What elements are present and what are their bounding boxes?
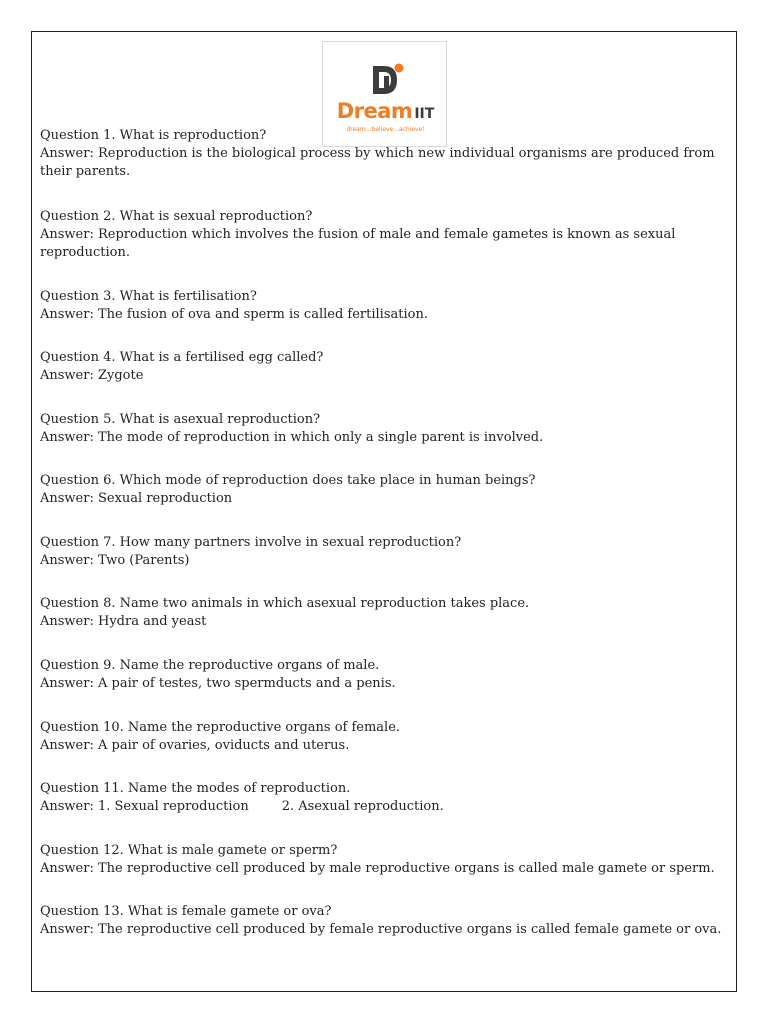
- qa-item-5: [40, 411, 728, 447]
- qa-item-2: [40, 208, 728, 262]
- qa-item-13: [40, 903, 728, 939]
- question-text: Question 8. Name two animals in which asexual reproduction takes place.: [40, 596, 530, 611]
- question-text: Question 10. Name the reproductive organs of female.: [40, 720, 401, 735]
- logo-word-suffix: IIT: [414, 106, 435, 122]
- answer-text: Answer: The mode of reproduction in which only a single parent is involved.: [40, 430, 544, 445]
- question-text: Question 13. What is female gamete or ova?: [40, 904, 332, 919]
- qa-item-8: [40, 595, 728, 631]
- qa-item-9: [40, 657, 728, 693]
- answer-text: Answer: A pair of ovaries, oviducts and uterus.: [40, 738, 350, 753]
- answer-text: Answer: Reproduction which involves the fusion of male and female gametes is known as sexual reproduction.: [40, 227, 680, 260]
- question-text: Question 4. What is a fertilised egg called?: [40, 350, 324, 365]
- question-text: Question 7. How many partners involve in sexual reproduction?: [40, 535, 462, 550]
- qa-item-6: [40, 472, 728, 508]
- question-text: Question 6. Which mode of reproduction does take place in human beings?: [40, 473, 536, 488]
- question-text: Question 5. What is asexual reproduction?: [40, 412, 321, 427]
- qa-item-1: [40, 127, 728, 181]
- dreamiit-logo-icon: [367, 60, 407, 100]
- question-text: Question 12. What is male gamete or sperm?: [40, 843, 338, 858]
- qa-item-12: [40, 842, 728, 878]
- question-text: Question 1. What is reproduction?: [40, 128, 267, 143]
- qa-item-11: [40, 780, 728, 816]
- logo-word-main: Dream: [336, 99, 413, 123]
- document-page: [31, 31, 737, 992]
- answer-text: Answer: Sexual reproduction: [40, 491, 233, 506]
- qa-item-10: [40, 719, 728, 755]
- answer-text: Answer: A pair of testes, two spermducts and a penis.: [40, 676, 396, 691]
- question-text: Question 11. Name the modes of reproduction.: [40, 781, 351, 796]
- qa-item-4: [40, 349, 728, 385]
- qa-item-3: [40, 288, 728, 324]
- question-text: Question 2. What is sexual reproduction?: [40, 209, 313, 224]
- question-text: Question 9. Name the reproductive organs of male.: [40, 658, 380, 673]
- logo-tagline: dream...believe...achieve!: [346, 126, 425, 133]
- answer-text: Answer: Two (Parents): [40, 553, 190, 568]
- answer-text: Answer: Hydra and yeast: [40, 614, 207, 629]
- answer-text: Answer: The reproductive cell produced by male reproductive organs is called male gamete or sperm.: [40, 861, 715, 876]
- logo-wordmark: [323, 99, 448, 123]
- answer-text: Answer: The reproductive cell produced by female reproductive organs is called female gamete or ova.: [40, 922, 722, 937]
- answer-text: Answer: The fusion of ova and sperm is called fertilisation.: [40, 307, 428, 322]
- qa-item-7: [40, 534, 728, 570]
- answer-text: Answer: Reproduction is the biological process by which new individual organisms are produced from their parents.: [40, 146, 719, 179]
- answer-text: Answer: Zygote: [40, 368, 144, 383]
- question-text: Question 3. What is fertilisation?: [40, 289, 257, 304]
- answer-text: Answer: 1. Sexual reproduction 2. Asexual reproduction.: [40, 799, 444, 814]
